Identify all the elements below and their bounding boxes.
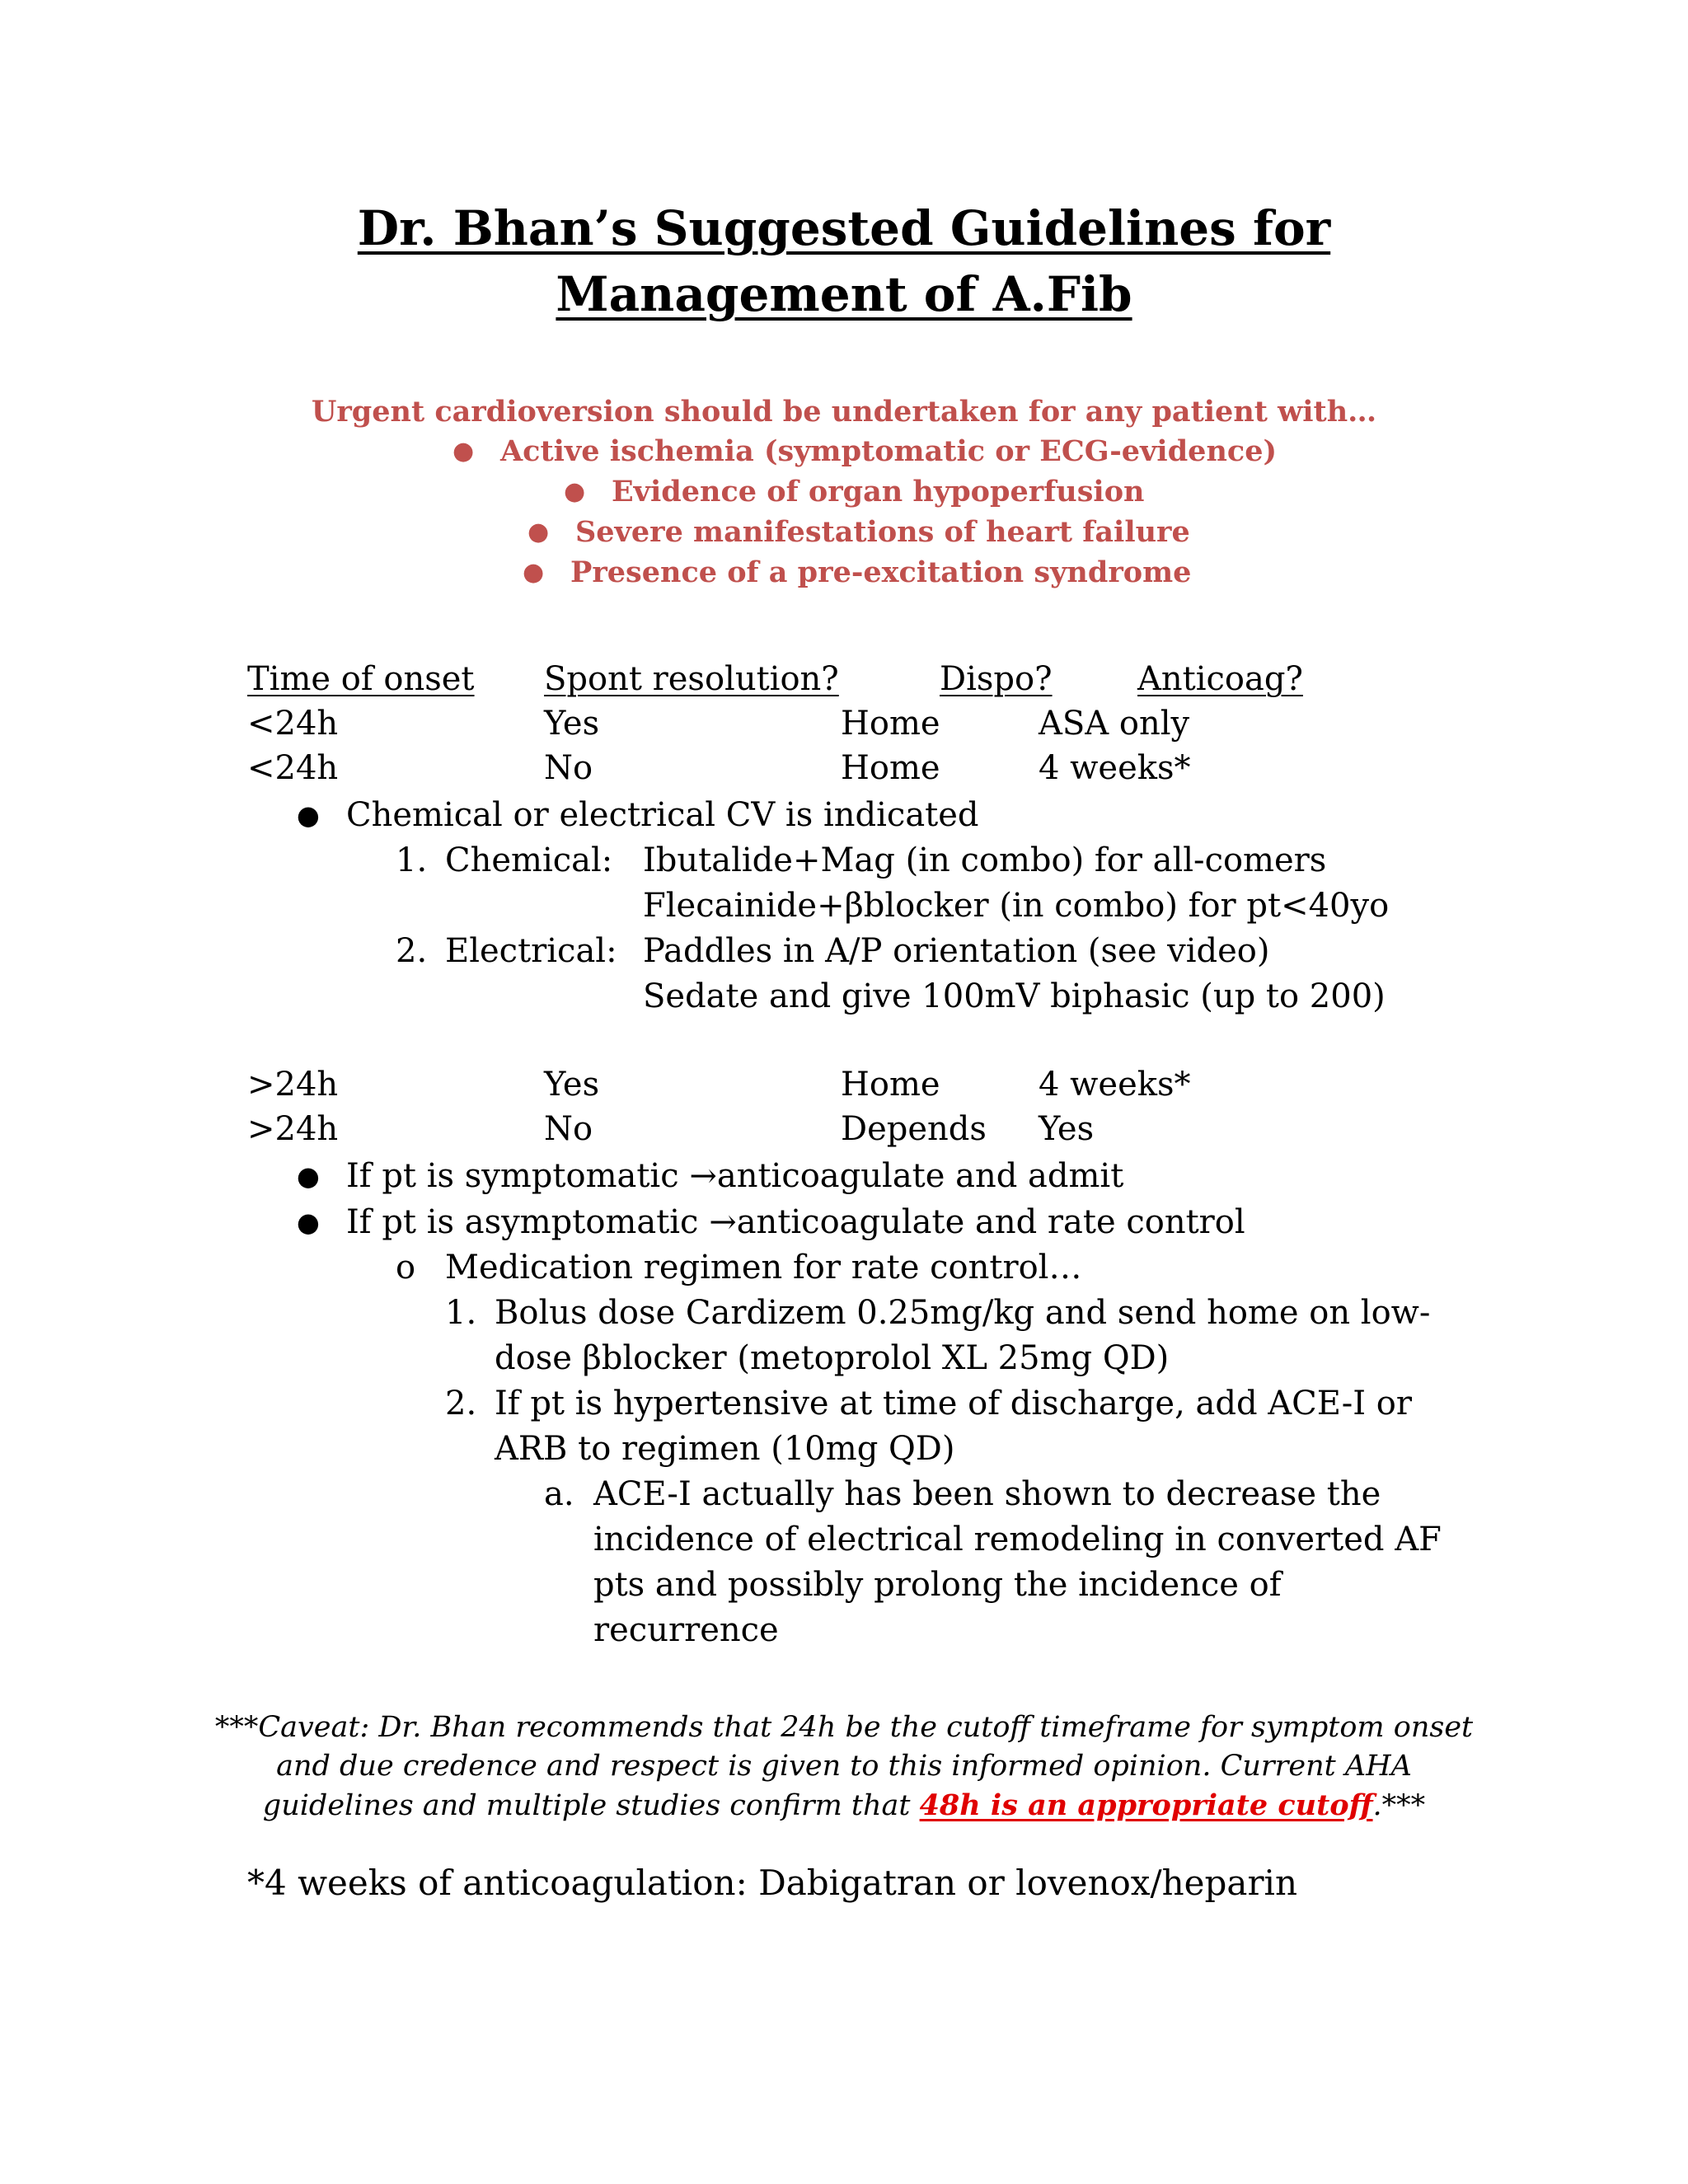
caveat-line-1: ***Caveat: Dr. Bhan recommends that 24h be the cutoff timeframe for symptom onset: [214, 1711, 1474, 1744]
urgent-item-text: Evidence of organ hypoperfusion: [612, 475, 1145, 509]
table-cell-onset: <24h: [247, 749, 339, 787]
table-cell-onset: >24h: [247, 1066, 339, 1104]
table-cell-resolution: Yes: [544, 1066, 600, 1104]
list-number: 2.: [445, 1385, 477, 1422]
cutoff-highlight: 48h is an appropriate cutoff: [919, 1788, 1373, 1822]
urgent-item-text: Severe manifestations of heart failure: [575, 515, 1190, 549]
urgent-item: [523, 552, 1192, 593]
table-cell-anticoag: ASA only: [1039, 705, 1190, 743]
header-spont-resolution: Spont resolution?: [544, 660, 839, 698]
bullet-icon: ●: [523, 558, 545, 587]
chemical-label: Chemical:: [445, 841, 613, 879]
regimen-item-line: If pt is hypertensive at time of discharge, add ACE-I or: [495, 1385, 1412, 1422]
cv-indicated-text: Chemical or electrical CV is indicated: [346, 796, 979, 834]
arrow-right-icon: →: [709, 1203, 737, 1241]
regimen-item-line: dose βblocker (metoprolol XL 25mg QD): [495, 1339, 1170, 1377]
chemical-line: Ibutalide+Mag (in combo) for all-comers: [643, 841, 1327, 879]
asymptomatic-text: [346, 1200, 1245, 1244]
table-cell-resolution: Yes: [544, 705, 600, 743]
regimen-heading: Medication regimen for rate control…: [445, 1249, 1082, 1286]
bullet-icon: ●: [297, 799, 320, 831]
table-cell-dispo: Home: [841, 705, 940, 743]
bullet-icon: ●: [564, 477, 586, 506]
urgent-heading: Urgent cardioversion should be undertaken for any patient with…: [311, 395, 1377, 429]
urgent-item-text: Presence of a pre-excitation syndrome: [570, 555, 1192, 589]
bullet-icon: ●: [528, 518, 550, 546]
table-cell-anticoag: 4 weeks*: [1039, 749, 1191, 787]
regimen-item-line: Bolus dose Cardizem 0.25mg/kg and send home on low-: [495, 1294, 1431, 1332]
header-time-of-onset: Time of onset: [247, 660, 475, 698]
symptomatic-text: [346, 1154, 1123, 1198]
anticoag-footnote: *4 weeks of anticoagulation: Dabigatran or lovenox/heparin: [247, 1863, 1298, 1903]
list-letter: a.: [544, 1475, 574, 1513]
caveat-line-3: [0, 1786, 1688, 1825]
symptomatic-label: If pt is symptomatic: [346, 1157, 690, 1195]
table-cell-dispo: Home: [841, 749, 940, 787]
asymptomatic-label: If pt is asymptomatic: [346, 1203, 710, 1241]
table-cell-onset: >24h: [247, 1110, 339, 1148]
table-cell-onset: <24h: [247, 705, 339, 743]
document-title-line-1: Dr. Bhan’s Suggested Guidelines for: [357, 200, 1331, 256]
caveat-line-3-end: .***: [1372, 1789, 1426, 1822]
urgent-item: [564, 471, 1145, 513]
bullet-icon: ●: [297, 1207, 320, 1238]
electrical-label: Electrical:: [445, 932, 617, 970]
ace-note-line: recurrence: [593, 1611, 779, 1649]
electrical-line: Paddles in A/P orientation (see video): [643, 932, 1270, 970]
ace-note-line: incidence of electrical remodeling in converted AF: [593, 1521, 1442, 1558]
ace-note-line: ACE-I actually has been shown to decrease the: [593, 1475, 1381, 1513]
urgent-item-text: Active ischemia (symptomatic or ECG-evidence): [500, 434, 1278, 468]
table-cell-anticoag: 4 weeks*: [1039, 1066, 1191, 1104]
caveat-line-3-text: guidelines and multiple studies confirm that: [262, 1789, 920, 1822]
urgent-item: [452, 431, 1278, 472]
header-dispo: Dispo?: [940, 660, 1053, 698]
bullet-icon: ●: [452, 437, 475, 466]
chemical-line: Flecainide+βblocker (in combo) for pt<40yo: [643, 887, 1390, 925]
table-cell-resolution: No: [544, 749, 593, 787]
bullet-icon: ●: [297, 1160, 320, 1192]
list-number: 1.: [396, 841, 428, 879]
hollow-bullet-icon: o: [396, 1249, 416, 1286]
arrow-right-icon: →: [689, 1157, 717, 1195]
table-cell-resolution: No: [544, 1110, 593, 1148]
document-title-line-2: Management of A.Fib: [556, 266, 1132, 322]
table-cell-dispo: Home: [841, 1066, 940, 1104]
symptomatic-action: anticoagulate and admit: [716, 1157, 1124, 1195]
regimen-item-line: ARB to regimen (10mg QD): [495, 1430, 955, 1468]
ace-note-line: pts and possibly prolong the incidence of: [593, 1566, 1282, 1604]
asymptomatic-action: anticoagulate and rate control: [736, 1203, 1245, 1241]
table-cell-dispo: Depends: [841, 1110, 987, 1148]
table-cell-anticoag: Yes: [1039, 1110, 1095, 1148]
urgent-item: [528, 512, 1190, 553]
caveat-line-2: and due credence and respect is given to this informed opinion. Current AHA: [276, 1750, 1412, 1783]
header-anticoag: Anticoag?: [1137, 660, 1303, 698]
list-number: 2.: [396, 932, 428, 970]
electrical-line: Sedate and give 100mV biphasic (up to 200): [643, 977, 1386, 1015]
list-number: 1.: [445, 1294, 477, 1332]
